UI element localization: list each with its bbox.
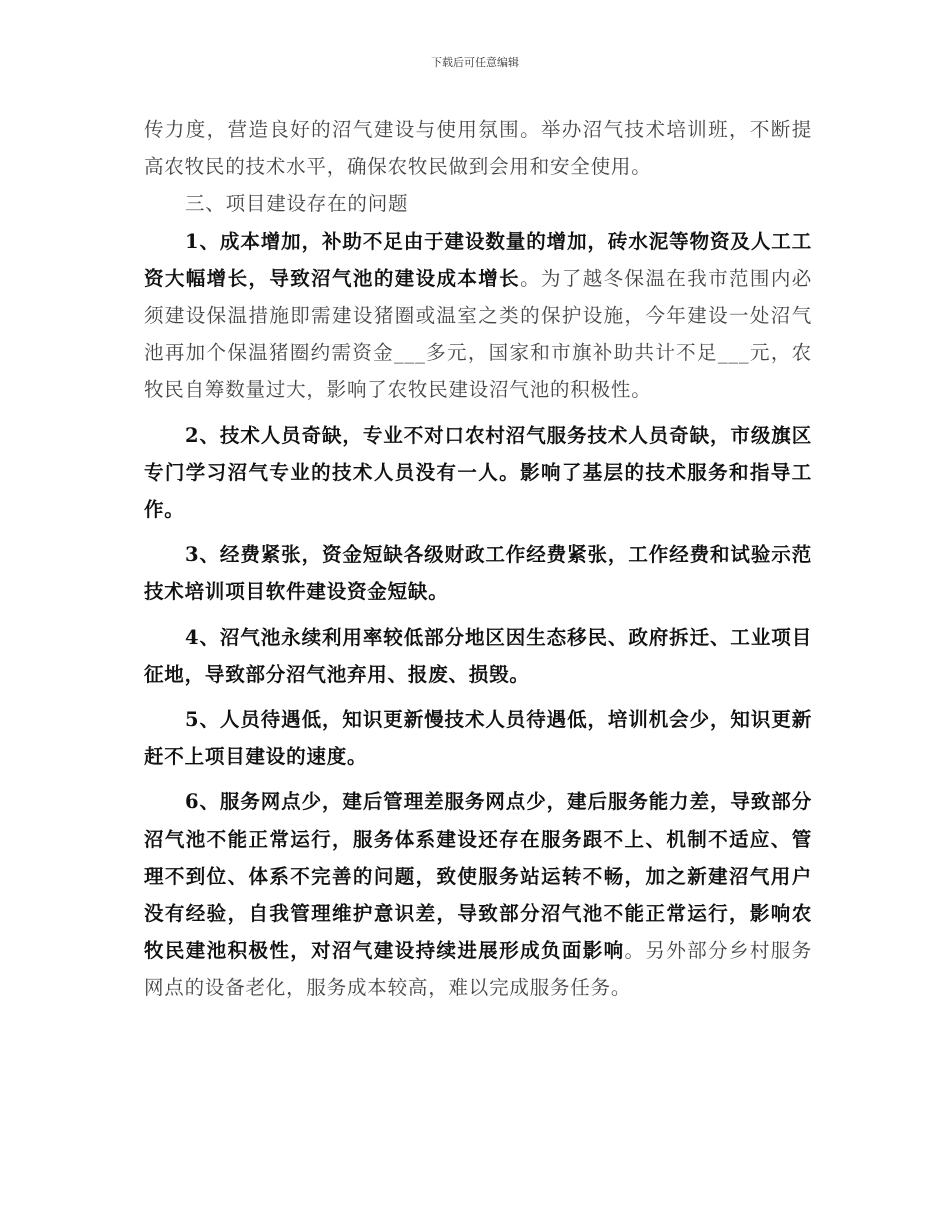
paragraph-6-bold: 6、服务网点少，建后管理差服务网点少，建后服务能力差，导致部分沼气池不能正常运行，服务体系建设还存在服务跟不上、机制不适应、管理不到位、体系不完善的问题，致使服务站运转不畅，加之新建沼气用户没有经验，自我管理维护意识差，导致部分沼气池不能正常运行，影响农牧民建池积极性，对沼气建设持续进展形成负面影响	[144, 790, 812, 963]
section-heading: 三、项目建设存在的问题	[185, 192, 409, 216]
paragraph-1-bold: 1、成本增加，补助不足由于建设数量的增加，砖水泥等物资及人工工资大幅增长，导致沼气池的建设成本增长	[144, 229, 812, 290]
paragraph-2: 2、技术人员奇缺，专业不对口农村沼气服务技术人员奇缺，市级旗区专门学习沼气专业的技术人员没有一人。影响了基层的技术服务和指导工作。	[144, 423, 812, 522]
paragraph-5: 5、人员待遇低，知识更新慢技术人员待遇低，培训机会少，知识更新赶不上项目建设的速度。	[144, 708, 812, 769]
page-header: 下载后可任意编辑	[431, 56, 519, 69]
paragraph-3: 3、经费紧张，资金短缺各级财政工作经费紧张，工作经费和试验示范技术培训项目软件建设资金短缺。	[144, 543, 812, 604]
paragraph-6-normal: 。另外部分乡村服务网点的设备老化，服务成本较高，难以完成服务任务。	[144, 939, 812, 1000]
document-body	[144, 111, 812, 1007]
paragraph-continuation: 传力度，营造良好的沼气建设与使用氛围。举办沼气技术培训班，不断提高农牧民的技术水平，确保农牧民做到会用和安全使用。	[144, 118, 812, 179]
paragraph-1-normal: 。为了越冬保温在我市范围内必须建设保温措施即需建设猪圈或温室之类的保护设施，今年建设一处沼气池再加个保温猪圈约需资金___多元，国家和市旗补助共计不足___元，农牧民自筹数量过大，影响了农牧民建设沼气池的积极性。	[144, 266, 813, 402]
paragraph-6	[144, 783, 812, 1006]
paragraph-4: 4、沼气池永续利用率较低部分地区因生态移民、政府拆迁、工业项目征地，导致部分沼气池弃用、报废、损毁。	[144, 625, 812, 686]
paragraph-1	[144, 223, 812, 409]
